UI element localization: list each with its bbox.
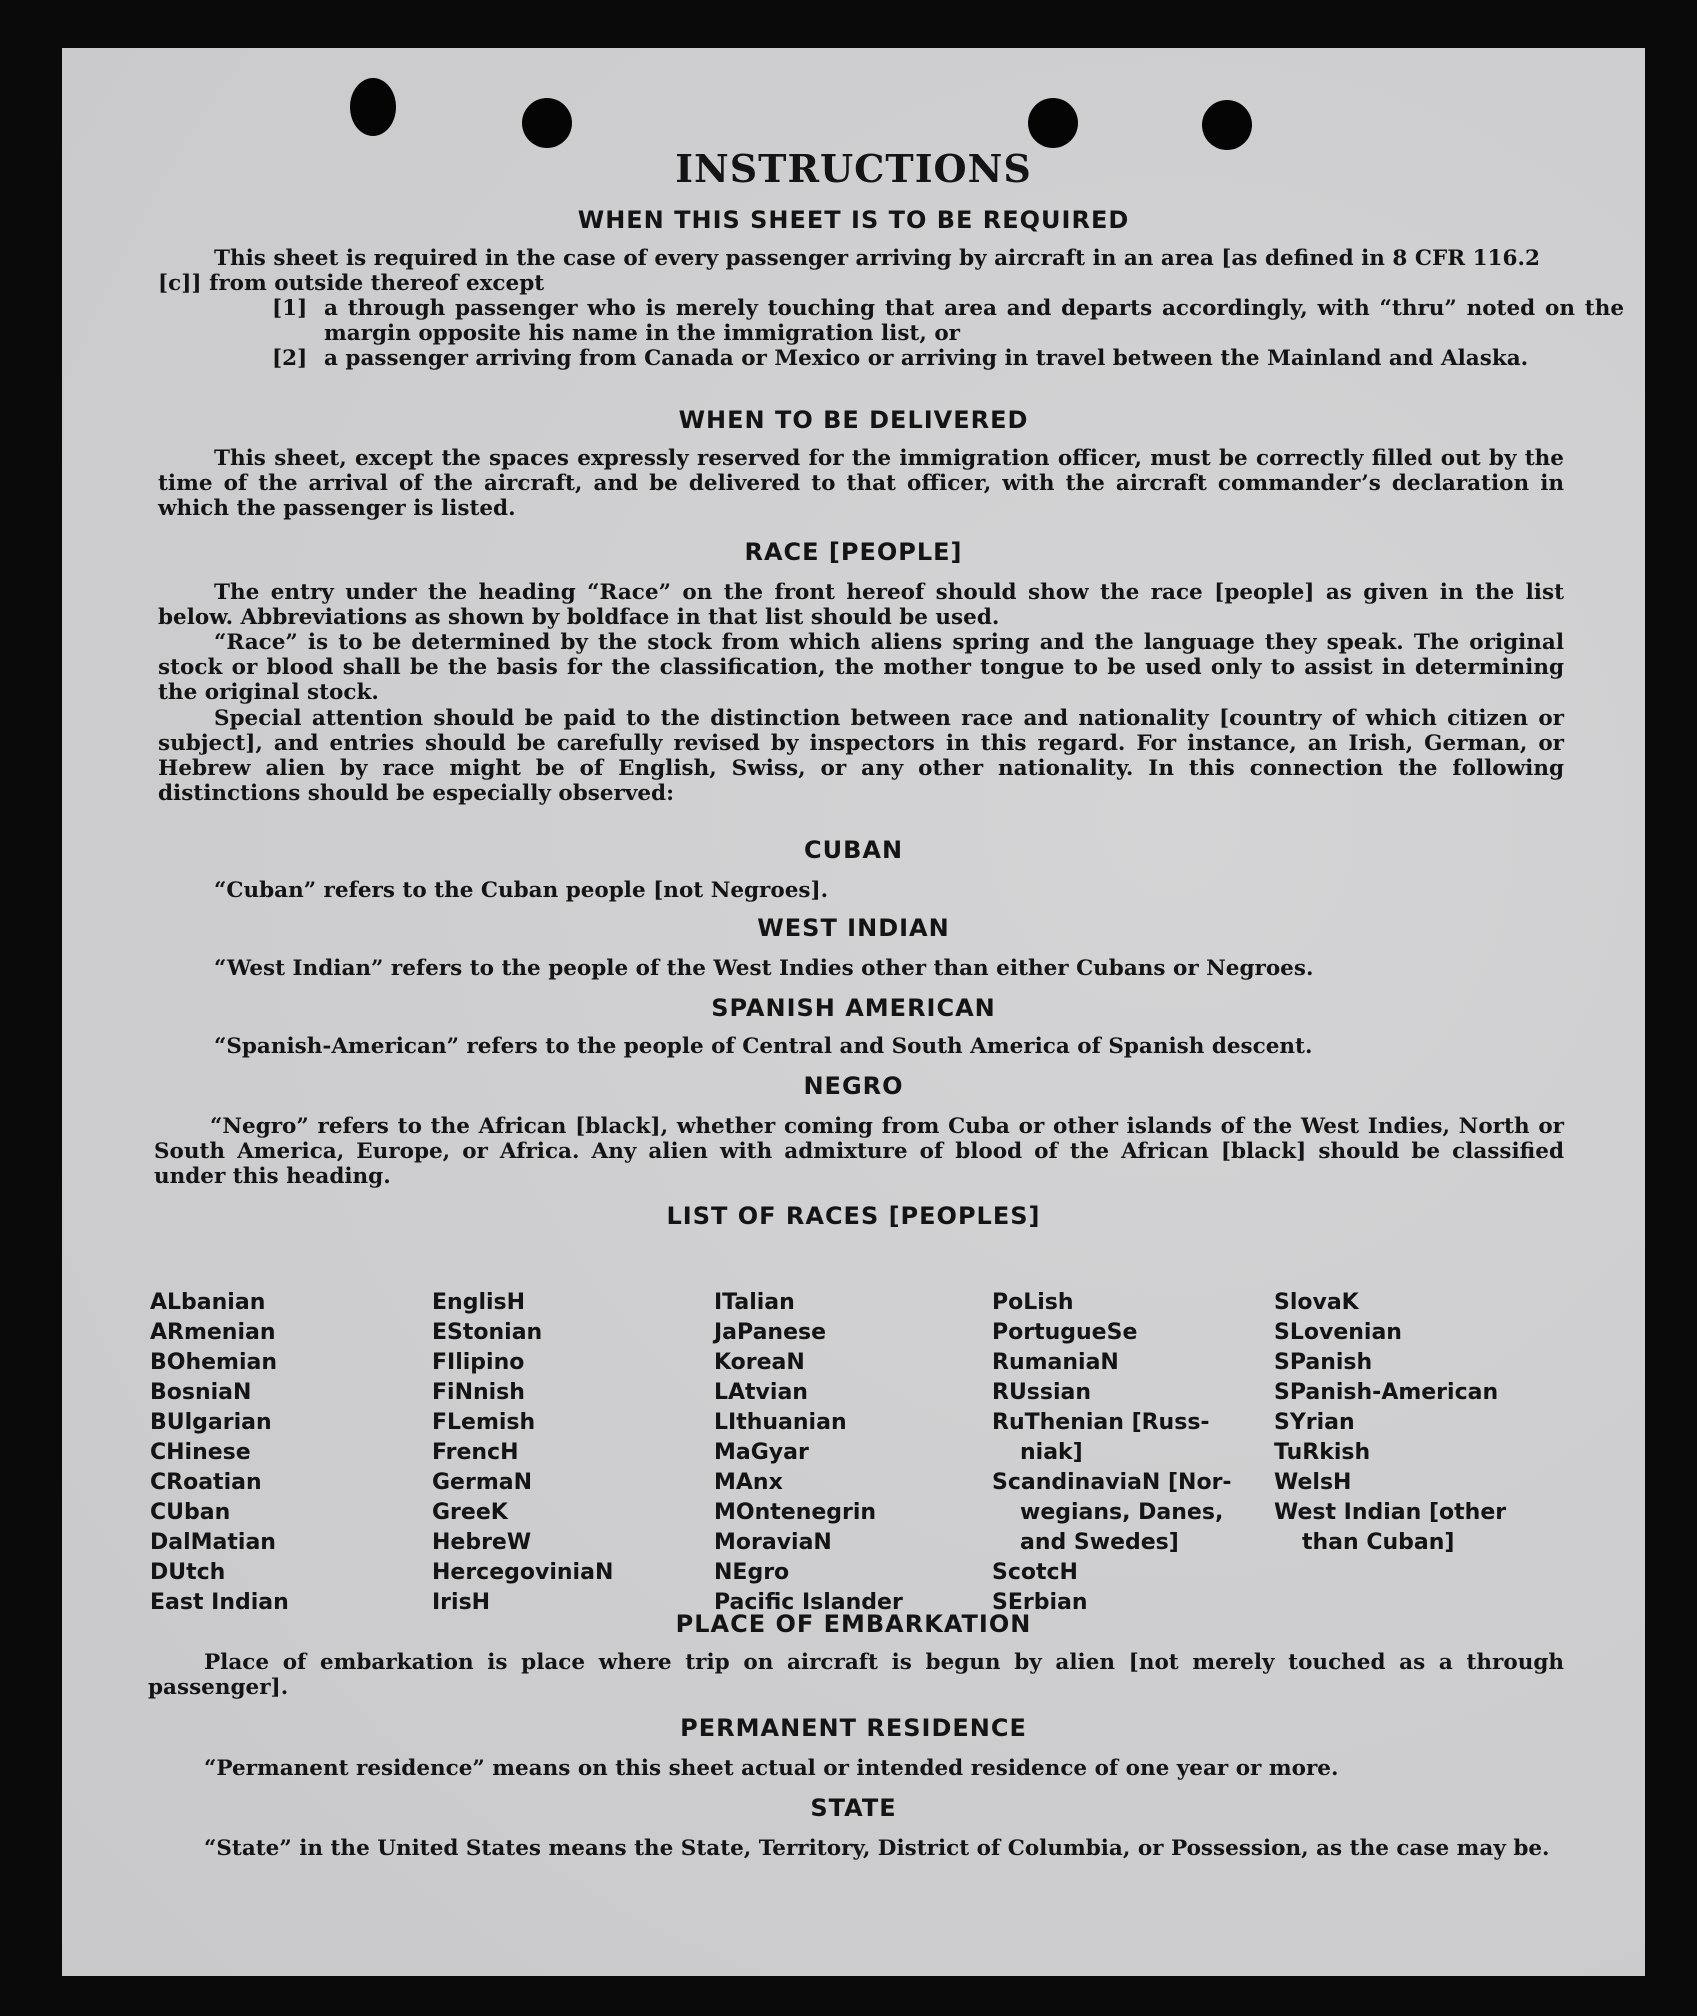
heading-negro: NEGRO (803, 1072, 904, 1100)
race-item: GermaN (432, 1470, 533, 1495)
race-item: HebreW (432, 1530, 532, 1555)
race-item: RuThenian [Russ- (992, 1410, 1210, 1435)
exception-number: [2] (272, 346, 308, 371)
race-item: LAtvian (714, 1380, 808, 1405)
exception-text: a through passenger who is merely touching that area and departs accordingly, with “thru” noted on the margin opposite his name in the immigration list, or (324, 296, 1624, 346)
spanish-american-text: “Spanish-American” refers to the people of Central and South America of Spanish descent. (214, 1034, 1313, 1059)
exception-text: a passenger arriving from Canada or Mexico or arriving in travel between the Mainland and Alaska. (324, 346, 1529, 371)
race-item: CRoatian (150, 1470, 262, 1495)
race-item: BOhemian (150, 1350, 278, 1375)
races-column-3 (714, 1288, 903, 1618)
race-item: IrisH (432, 1590, 491, 1615)
race-item: ALbanian (150, 1290, 266, 1315)
race-item: CUban (150, 1500, 231, 1525)
race-item: than Cuban] (1302, 1530, 1455, 1555)
heading-permanent-residence: PERMANENT RESIDENCE (680, 1714, 1027, 1742)
exception-item-2 (272, 346, 1624, 371)
race-item: FrencH (432, 1440, 519, 1465)
heading-state: STATE (810, 1794, 897, 1822)
race-item: TuRkish (1274, 1440, 1371, 1465)
heading-embarkation: PLACE OF EMBARKATION (675, 1610, 1032, 1638)
races-column-2 (432, 1288, 613, 1618)
heading-when-delivered: WHEN TO BE DELIVERED (678, 406, 1029, 434)
race-item: LIthuanian (714, 1410, 847, 1435)
race-item: Pacific Islander (714, 1590, 903, 1615)
race-item: ITalian (714, 1290, 795, 1315)
heading-list-of-races: LIST OF RACES [PEOPLES] (666, 1202, 1041, 1230)
cuban-text: “Cuban” refers to the Cuban people [not Negroes]. (214, 878, 829, 903)
race-item: MOntenegrin (714, 1500, 877, 1525)
race-item: West Indian [other (1274, 1500, 1507, 1525)
race-item: RumaniaN (992, 1350, 1119, 1375)
race-item: SLovenian (1274, 1320, 1402, 1345)
race-item: SErbian (992, 1590, 1088, 1615)
page-title: INSTRUCTIONS (675, 146, 1032, 191)
race-item: PoLish (992, 1290, 1074, 1315)
race-item: DalMatian (150, 1530, 276, 1555)
embarkation-text: Place of embarkation is place where trip on aircraft is begun by alien [not merely touched as a through passenger]. (148, 1650, 1564, 1700)
heading-when-required: WHEN THIS SHEET IS TO BE REQUIRED (577, 206, 1130, 234)
race-paragraph-1: The entry under the heading “Race” on the front hereof should show the race [people] as given in the list below. Abbreviations as shown by boldface in that list should be used. (158, 580, 1564, 630)
race-item: wegians, Danes, (1020, 1500, 1224, 1525)
race-item: SlovaK (1274, 1290, 1359, 1315)
race-item: ARmenian (150, 1320, 276, 1345)
heading-spanish-american: SPANISH AMERICAN (711, 994, 996, 1022)
race-item: SYrian (1274, 1410, 1355, 1435)
race-item: WelsH (1274, 1470, 1352, 1495)
race-item: GreeK (432, 1500, 508, 1525)
race-item: EStonian (432, 1320, 543, 1345)
race-item: NEgro (714, 1560, 790, 1585)
heading-west-indian: WEST INDIAN (757, 914, 950, 942)
punch-hole (1202, 100, 1252, 150)
punch-hole (522, 98, 572, 148)
when-required-intro: This sheet is required in the case of every passenger arriving by aircraft in an area [as defined in 8 CFR 116.2 [c]] from outside thereof except (158, 246, 1540, 296)
race-item: MoraviaN (714, 1530, 832, 1555)
heading-cuban: CUBAN (803, 836, 904, 864)
negro-text: “Negro” refers to the African [black], whether coming from Cuba or other islands of the West Indies, North or South America, Europe, or Africa. Any alien with admixture of blood of the African [black] should be classified under this heading. (154, 1114, 1564, 1189)
race-item: RUssian (992, 1380, 1092, 1405)
race-item: BUlgarian (150, 1410, 272, 1435)
race-item: DUtch (150, 1560, 226, 1585)
race-item: SPanish (1274, 1350, 1373, 1375)
punch-hole (350, 78, 396, 136)
race-item: ScotcH (992, 1560, 1078, 1585)
when-delivered-text: This sheet, except the spaces expressly reserved for the immigration officer, must be correctly filled out by the time of the arrival of the aircraft, and be delivered to that officer, with the aircraft commander’s declaration in which the passenger is listed. (158, 446, 1564, 521)
race-item: East Indian (150, 1590, 289, 1615)
race-item: FIlipino (432, 1350, 525, 1375)
document-page (62, 48, 1645, 1976)
exception-item-1 (272, 296, 1624, 346)
heading-race: RACE [PEOPLE] (744, 538, 963, 566)
race-item: SPanish-American (1274, 1380, 1499, 1405)
races-column-5 (1274, 1288, 1506, 1558)
races-column-1 (150, 1288, 289, 1618)
race-item: HercegoviniaN (432, 1560, 614, 1585)
race-item: MAnx (714, 1470, 783, 1495)
race-paragraph-3: Special attention should be paid to the distinction between race and nationality [country of which citizen or subject], and entries should be carefully revised by inspectors in this regard. For instance, an Irish, German, or Hebrew alien by race might be of English, Swiss, or any other nationality. In this connection the following distinctions should be especially observed: (158, 706, 1564, 806)
race-item: BosniaN (150, 1380, 252, 1405)
punch-hole (1028, 98, 1078, 148)
race-item: and Swedes] (1020, 1530, 1179, 1555)
race-item: CHinese (150, 1440, 251, 1465)
race-item: MaGyar (714, 1440, 809, 1465)
race-item: KoreaN (714, 1350, 805, 1375)
permanent-residence-text: “Permanent residence” means on this sheet actual or intended residence of one year or more. (204, 1756, 1339, 1781)
race-item: PortugueSe (992, 1320, 1138, 1345)
west-indian-text: “West Indian” refers to the people of the West Indies other than either Cubans or Negroes. (214, 956, 1314, 981)
exception-number: [1] (272, 296, 308, 321)
race-item: niak] (1020, 1440, 1083, 1465)
race-item: ScandinaviaN [Nor- (992, 1470, 1232, 1495)
state-text: “State” in the United States means the State, Territory, District of Columbia, or Possession, as the case may be. (204, 1836, 1550, 1861)
race-item: FLemish (432, 1410, 536, 1435)
race-item: FiNnish (432, 1380, 525, 1405)
races-column-4 (992, 1288, 1232, 1618)
race-item: EnglisH (432, 1290, 526, 1315)
race-item: JaPanese (714, 1320, 827, 1345)
race-paragraph-2: “Race” is to be determined by the stock from which aliens spring and the language they speak. The original stock or blood shall be the basis for the classification, the mother tongue to be used only to assist in determining the original stock. (158, 630, 1564, 705)
